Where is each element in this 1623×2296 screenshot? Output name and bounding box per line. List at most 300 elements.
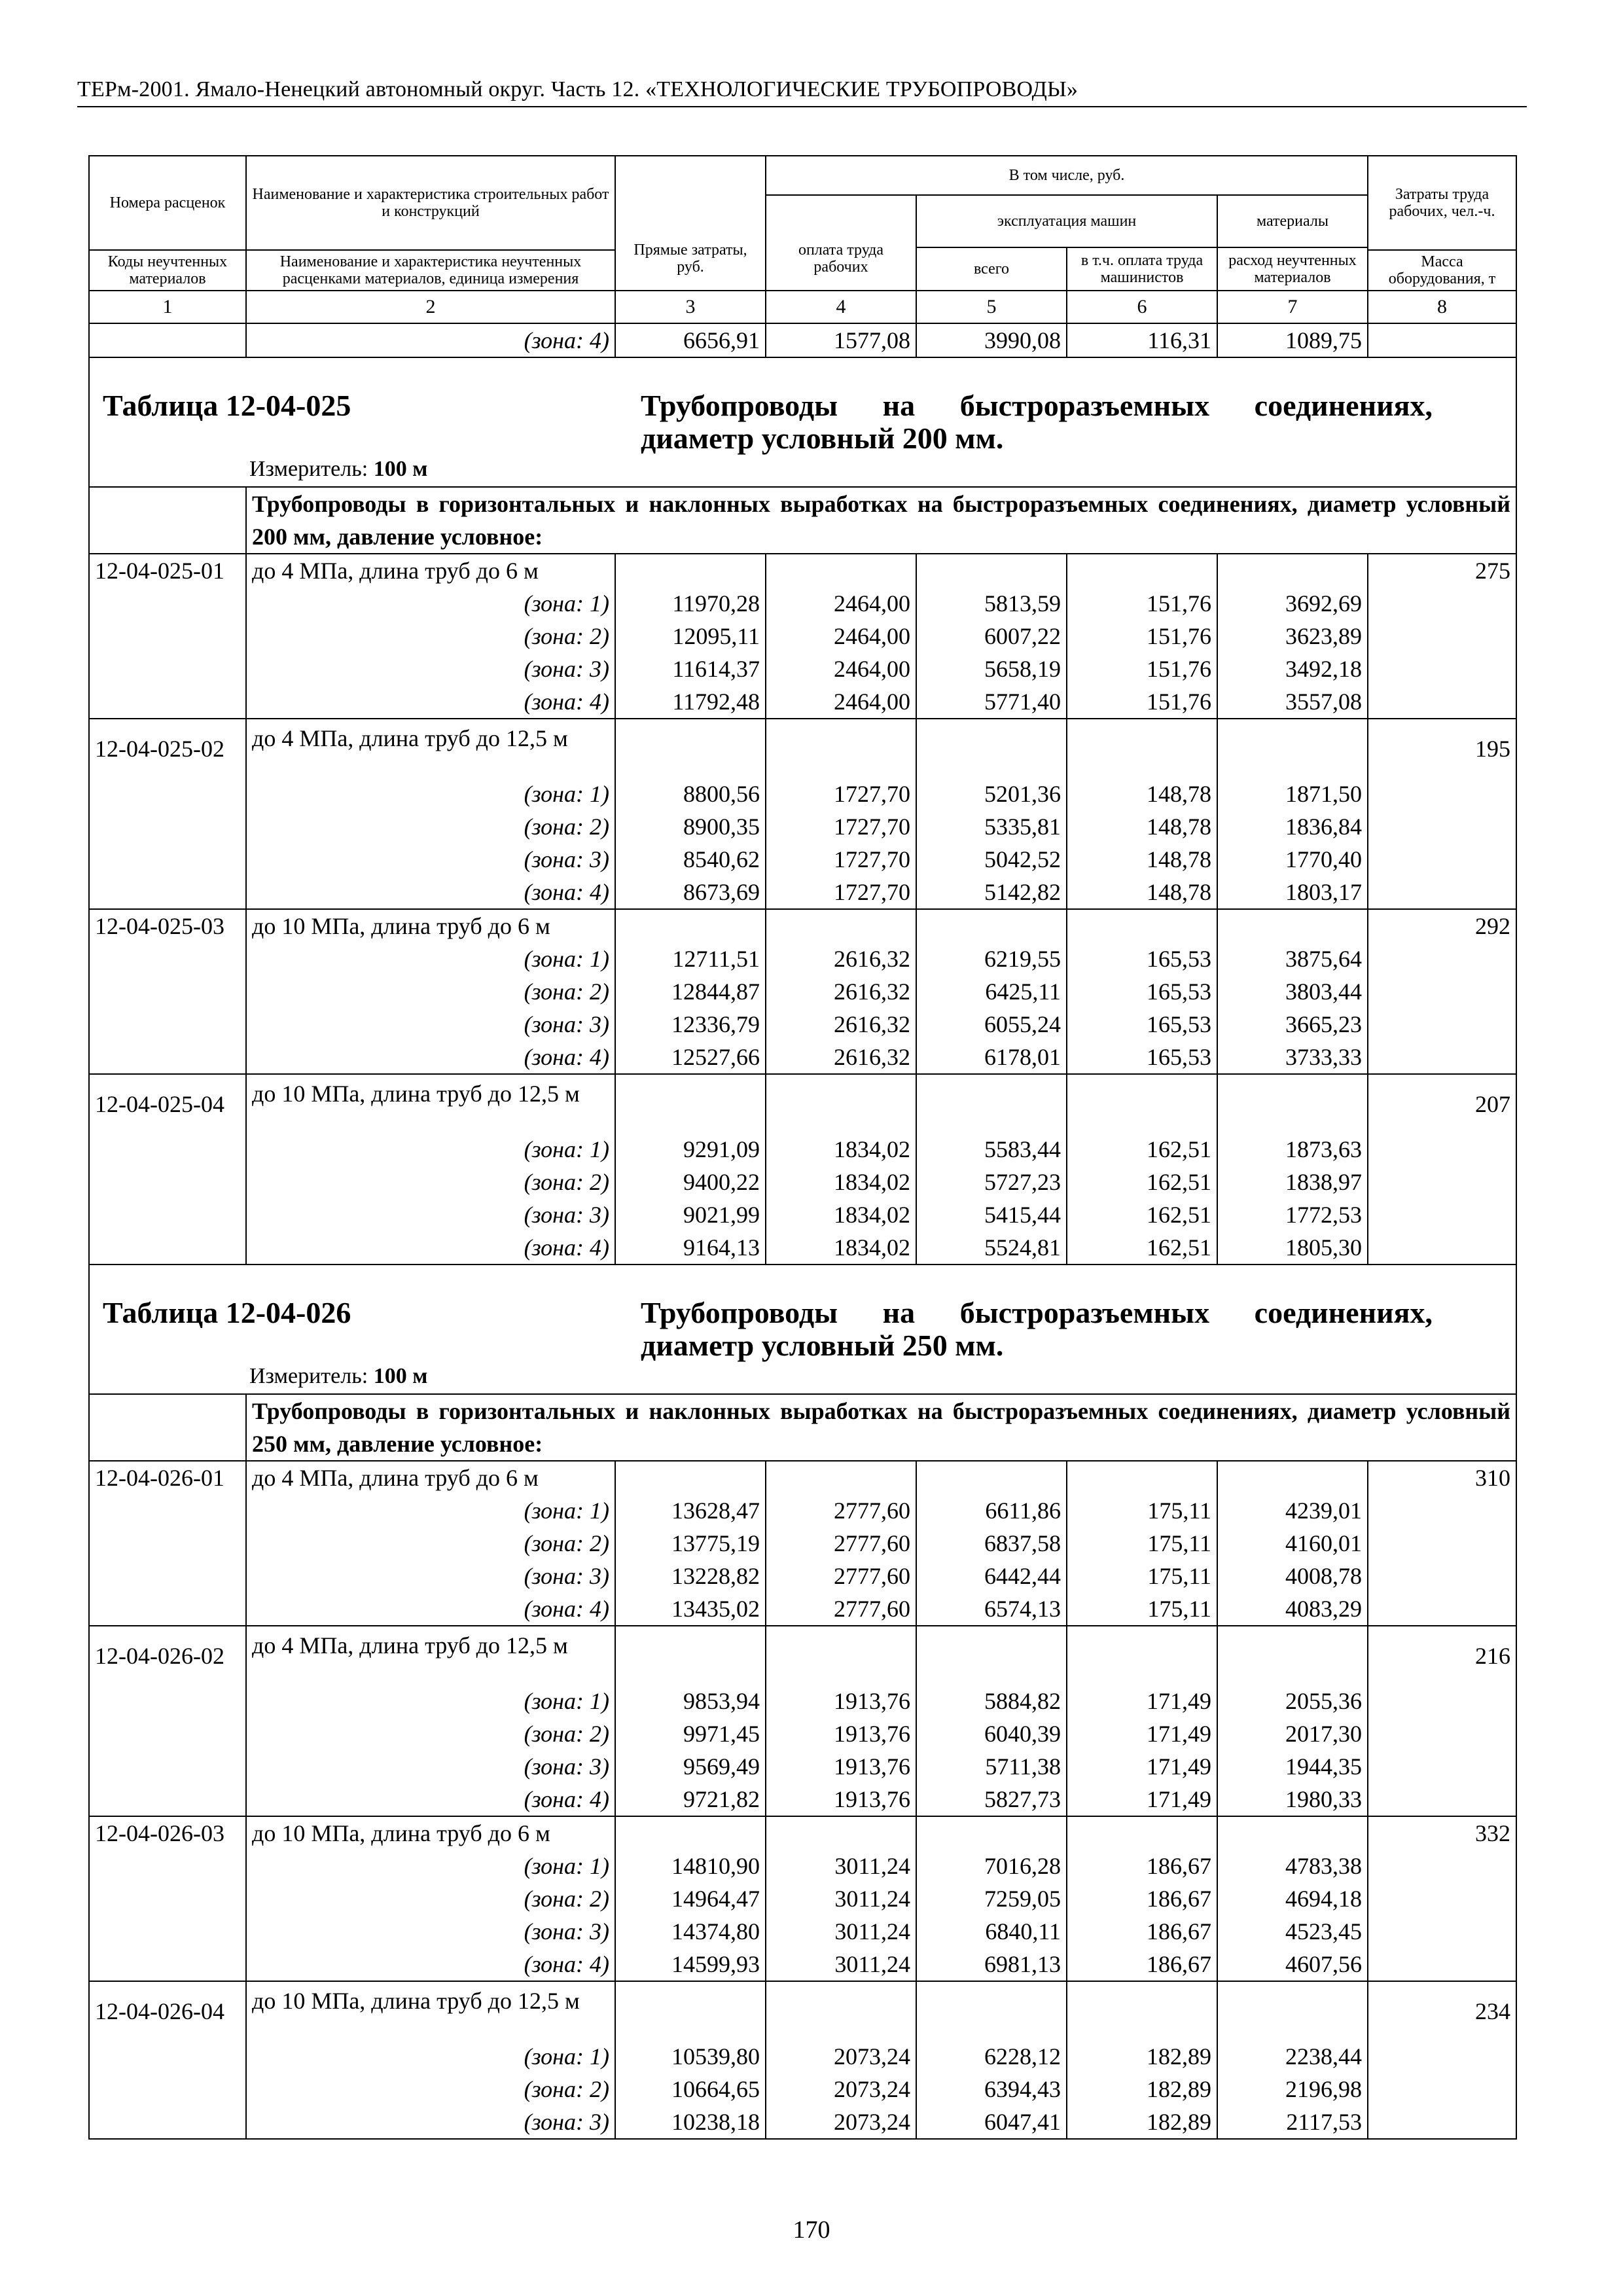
labor-pay-value: 1727,70 xyxy=(766,778,916,810)
machinist-pay-value: 162,51 xyxy=(1067,1231,1217,1265)
labor-pay-value: 2464,00 xyxy=(766,685,916,719)
zone-label: (зона: 4) xyxy=(246,685,615,719)
col-number: 5 xyxy=(916,291,1067,323)
col-header-machines-total: всего xyxy=(916,247,1067,291)
materials-value: 1871,50 xyxy=(1217,778,1368,810)
table-heading-row xyxy=(89,357,1516,487)
direct-costs-value: 10664,65 xyxy=(615,2073,766,2106)
rate-item-row xyxy=(89,719,1516,778)
materials-value: 3875,64 xyxy=(1217,942,1368,975)
materials-value: 4239,01 xyxy=(1217,1494,1368,1527)
measure-value: 100 м xyxy=(373,1364,428,1388)
zone-row xyxy=(89,1527,1516,1560)
labor-cell xyxy=(1368,1783,1516,1816)
col-number: 1 xyxy=(89,291,246,323)
machines-total-value: 5583,44 xyxy=(916,1133,1067,1166)
materials-value: 1836,84 xyxy=(1217,810,1368,843)
labor-pay-value: 2616,32 xyxy=(766,1041,916,1074)
rate-name: до 4 МПа, длина труб до 12,5 м xyxy=(246,1626,615,1685)
header-row-1 xyxy=(89,156,1516,195)
direct-costs-value: 10539,80 xyxy=(615,2040,766,2073)
materials-value: 4523,45 xyxy=(1217,1915,1368,1948)
labor-pay-value: 2073,24 xyxy=(766,2073,916,2106)
carry-over-row xyxy=(89,323,1516,357)
machines-total-value: 6228,12 xyxy=(916,2040,1067,2073)
rate-code: 12-04-025-03 xyxy=(89,909,246,942)
machinist-pay-value: 175,11 xyxy=(1067,1527,1217,1560)
empty-cell xyxy=(615,909,766,942)
labor-cell xyxy=(1368,587,1516,620)
machines-total-value: 5711,38 xyxy=(916,1750,1067,1783)
machines-total-value: 6219,55 xyxy=(916,942,1067,975)
labor-pay-value: 2464,00 xyxy=(766,587,916,620)
direct-costs-value: 12095,11 xyxy=(615,620,766,653)
header-rule xyxy=(77,106,1527,107)
code-cell xyxy=(89,810,246,843)
machinist-pay-value: 148,78 xyxy=(1067,843,1217,876)
section-row xyxy=(89,1394,1516,1461)
materials-value: 4160,01 xyxy=(1217,1527,1368,1560)
code-cell xyxy=(89,876,246,909)
labor-pay-value: 3011,24 xyxy=(766,1915,916,1948)
rate-name: до 10 МПа, длина труб до 6 м xyxy=(246,909,615,942)
code-cell xyxy=(89,620,246,653)
rate-name: до 10 МПа, длина труб до 12,5 м xyxy=(246,1074,615,1133)
labor-cell xyxy=(1368,1717,1516,1750)
labor-pay-value: 2616,32 xyxy=(766,942,916,975)
machinist-pay-value: 186,67 xyxy=(1067,1882,1217,1915)
labor-pay-value: 1913,76 xyxy=(766,1783,916,1816)
col-number: 3 xyxy=(615,291,766,323)
col-number: 7 xyxy=(1217,291,1368,323)
labor-cell xyxy=(1368,2040,1516,2073)
zone-label: (зона: 2) xyxy=(246,2073,615,2106)
machinist-pay-value: 165,53 xyxy=(1067,975,1217,1008)
machinist-pay-value: 175,11 xyxy=(1067,1592,1217,1626)
rate-item-row xyxy=(89,1461,1516,1494)
code-cell xyxy=(89,1915,246,1948)
rate-item-row xyxy=(89,1816,1516,1850)
zone-label: (зона: 4) xyxy=(246,1783,615,1816)
empty-cell xyxy=(916,1626,1067,1685)
zone-row xyxy=(89,1783,1516,1816)
direct-costs-value: 14964,47 xyxy=(615,1882,766,1915)
code-cell xyxy=(89,1166,246,1198)
col-header-work-name: Наименование и характеристика строительных работ и конструкций xyxy=(246,156,615,250)
labor-cell xyxy=(1368,2106,1516,2139)
machinist-pay-value: 151,76 xyxy=(1067,587,1217,620)
direct-costs-value: 12844,87 xyxy=(615,975,766,1008)
empty-cell xyxy=(916,909,1067,942)
table-title: Трубопроводы на быстроразъемных соединениях, диаметр условный 200 мм. xyxy=(641,389,1433,455)
direct-costs-value: 9291,09 xyxy=(615,1133,766,1166)
zone-label: (зона: 2) xyxy=(246,810,615,843)
empty-cell xyxy=(1217,1074,1368,1133)
zone-row xyxy=(89,1008,1516,1041)
zone-row xyxy=(89,810,1516,843)
zone-label: (зона: 1) xyxy=(246,942,615,975)
code-cell xyxy=(89,1494,246,1527)
machinist-pay-value: 186,67 xyxy=(1067,1850,1217,1882)
labor-pay-value: 2616,32 xyxy=(766,975,916,1008)
code-cell xyxy=(89,2073,246,2106)
direct-costs-value: 12336,79 xyxy=(615,1008,766,1041)
machines-total-value: 5727,23 xyxy=(916,1166,1067,1198)
zone-label: (зона: 3) xyxy=(246,653,615,685)
direct-costs-value: 12527,66 xyxy=(615,1041,766,1074)
labor-costs-value: 310 xyxy=(1368,1461,1516,1494)
materials-value: 4008,78 xyxy=(1217,1560,1368,1592)
table-heading xyxy=(89,1265,1516,1394)
direct-costs-value: 9721,82 xyxy=(615,1783,766,1816)
code-cell xyxy=(89,1560,246,1592)
empty-cell xyxy=(615,719,766,778)
zone-row xyxy=(89,1750,1516,1783)
machines-total-value: 6442,44 xyxy=(916,1560,1067,1592)
labor-pay-value: 2464,00 xyxy=(766,653,916,685)
empty-cell xyxy=(766,1461,916,1494)
code-cell xyxy=(89,778,246,810)
code-cell xyxy=(89,1133,246,1166)
labor-pay-value: 2073,24 xyxy=(766,2106,916,2139)
machinist-pay-value: 175,11 xyxy=(1067,1560,1217,1592)
zone-label: (зона: 3) xyxy=(246,1008,615,1041)
direct-costs-value: 9021,99 xyxy=(615,1198,766,1231)
machines-total-value: 3990,08 xyxy=(916,323,1067,357)
materials-value: 2117,53 xyxy=(1217,2106,1368,2139)
direct-costs-value: 13628,47 xyxy=(615,1494,766,1527)
empty-cell xyxy=(1067,1461,1217,1494)
machinist-pay-value: 151,76 xyxy=(1067,685,1217,719)
labor-cell xyxy=(1368,653,1516,685)
code-cell xyxy=(89,323,246,357)
zone-row xyxy=(89,685,1516,719)
table-heading-block xyxy=(90,1265,1516,1393)
labor-pay-value: 2777,60 xyxy=(766,1494,916,1527)
machines-total-value: 5524,81 xyxy=(916,1231,1067,1265)
empty-cell xyxy=(615,1074,766,1133)
labor-pay-value: 1727,70 xyxy=(766,843,916,876)
empty-cell xyxy=(916,1074,1067,1133)
machines-total-value: 6055,24 xyxy=(916,1008,1067,1041)
code-cell xyxy=(89,2106,246,2139)
empty-cell xyxy=(766,1626,916,1685)
zone-label: (зона: 2) xyxy=(246,1527,615,1560)
labor-cell xyxy=(1368,942,1516,975)
zone-label: (зона: 3) xyxy=(246,843,615,876)
machinist-pay-value: 148,78 xyxy=(1067,810,1217,843)
labor-cell xyxy=(1368,1527,1516,1560)
code-cell xyxy=(89,1717,246,1750)
labor-cell xyxy=(1368,2073,1516,2106)
labor-pay-value: 2777,60 xyxy=(766,1560,916,1592)
empty-cell xyxy=(1067,1626,1217,1685)
empty-cell xyxy=(766,719,916,778)
col-header-labor-pay: оплата труда рабочих xyxy=(766,195,916,291)
labor-pay-value: 1577,08 xyxy=(766,323,916,357)
zone-row xyxy=(89,2073,1516,2106)
zone-row xyxy=(89,2106,1516,2139)
labor-cell xyxy=(1368,1008,1516,1041)
zone-row xyxy=(89,1198,1516,1231)
table-heading-block xyxy=(90,358,1516,486)
col-header-rate-number: Номера расценок xyxy=(89,156,246,250)
rate-code: 12-04-026-04 xyxy=(89,1981,246,2040)
empty-cell xyxy=(766,909,916,942)
col-header-machinist-pay: в т.ч. оплата труда машинистов xyxy=(1067,247,1217,291)
direct-costs-value: 14374,80 xyxy=(615,1915,766,1948)
labor-pay-value: 1834,02 xyxy=(766,1198,916,1231)
machinist-pay-value: 182,89 xyxy=(1067,2073,1217,2106)
machines-total-value: 6981,13 xyxy=(916,1948,1067,1981)
empty-cell xyxy=(1217,1981,1368,2040)
machines-total-value: 6611,86 xyxy=(916,1494,1067,1527)
rate-code: 12-04-026-01 xyxy=(89,1461,246,1494)
table-number: Таблица 12-04-025 xyxy=(103,389,351,422)
machinist-pay-value: 162,51 xyxy=(1067,1133,1217,1166)
code-cell xyxy=(89,975,246,1008)
materials-value: 1980,33 xyxy=(1217,1783,1368,1816)
labor-cell xyxy=(1368,620,1516,653)
labor-cell xyxy=(1368,1133,1516,1166)
col-header-material-names: Наименование и характеристика неучтенных расценками материалов, единица измерения xyxy=(246,250,615,291)
zone-label: (зона: 1) xyxy=(246,2040,615,2073)
machines-total-value: 6840,11 xyxy=(916,1915,1067,1948)
labor-cell xyxy=(1368,1560,1516,1592)
machinist-pay-value: 148,78 xyxy=(1067,778,1217,810)
machinist-pay-value: 186,67 xyxy=(1067,1948,1217,1981)
empty-cell xyxy=(1067,1074,1217,1133)
materials-value: 4083,29 xyxy=(1217,1592,1368,1626)
materials-value: 4783,38 xyxy=(1217,1850,1368,1882)
direct-costs-value: 9569,49 xyxy=(615,1750,766,1783)
code-cell xyxy=(89,2040,246,2073)
machines-total-value: 6007,22 xyxy=(916,620,1067,653)
machines-total-value: 5142,82 xyxy=(916,876,1067,909)
machinist-pay-value: 162,51 xyxy=(1067,1198,1217,1231)
labor-cell xyxy=(1368,1592,1516,1626)
machines-total-value: 5201,36 xyxy=(916,778,1067,810)
zone-row xyxy=(89,975,1516,1008)
zone-row xyxy=(89,778,1516,810)
labor-pay-value: 1913,76 xyxy=(766,1685,916,1717)
rate-name: до 4 МПа, длина труб до 12,5 м xyxy=(246,719,615,778)
machinist-pay-value: 165,53 xyxy=(1067,1041,1217,1074)
empty-cell xyxy=(766,1816,916,1850)
zone-label: (зона: 1) xyxy=(246,1133,615,1166)
labor-pay-value: 1913,76 xyxy=(766,1717,916,1750)
labor-cell xyxy=(1368,778,1516,810)
zone-row xyxy=(89,1948,1516,1981)
materials-value: 1838,97 xyxy=(1217,1166,1368,1198)
materials-value: 1089,75 xyxy=(1217,323,1368,357)
direct-costs-value: 6656,91 xyxy=(615,323,766,357)
materials-value: 2017,30 xyxy=(1217,1717,1368,1750)
labor-costs-value: 332 xyxy=(1368,1816,1516,1850)
zone-label: (зона: 4) xyxy=(246,1592,615,1626)
machines-total-value: 6047,41 xyxy=(916,2106,1067,2139)
rate-item-row xyxy=(89,554,1516,587)
labor-pay-value: 1727,70 xyxy=(766,876,916,909)
labor-costs-value: 275 xyxy=(1368,554,1516,587)
rate-item-row xyxy=(89,1981,1516,2040)
zone-label: (зона: 3) xyxy=(246,1915,615,1948)
zone-label: (зона: 1) xyxy=(246,1850,615,1882)
direct-costs-value: 8540,62 xyxy=(615,843,766,876)
labor-cell xyxy=(1368,323,1516,357)
materials-value: 1944,35 xyxy=(1217,1750,1368,1783)
zone-row xyxy=(89,1560,1516,1592)
direct-costs-value: 11970,28 xyxy=(615,587,766,620)
machinist-pay-value: 182,89 xyxy=(1067,2106,1217,2139)
labor-pay-value: 2777,60 xyxy=(766,1527,916,1560)
machines-total-value: 6837,58 xyxy=(916,1527,1067,1560)
empty-cell xyxy=(766,554,916,587)
direct-costs-value: 10238,18 xyxy=(615,2106,766,2139)
machines-total-value: 5042,52 xyxy=(916,843,1067,876)
zone-label: (зона: 4) xyxy=(246,1231,615,1265)
labor-costs-value: 234 xyxy=(1368,1981,1516,2040)
labor-cell xyxy=(1368,685,1516,719)
machinist-pay-value: 171,49 xyxy=(1067,1750,1217,1783)
empty-cell xyxy=(916,1981,1067,2040)
zone-row xyxy=(89,942,1516,975)
materials-value: 2055,36 xyxy=(1217,1685,1368,1717)
code-cell xyxy=(89,1231,246,1265)
labor-cell xyxy=(1368,1198,1516,1231)
code-cell xyxy=(89,1198,246,1231)
materials-value: 3492,18 xyxy=(1217,653,1368,685)
materials-value: 3623,89 xyxy=(1217,620,1368,653)
code-cell xyxy=(89,685,246,719)
zone-row xyxy=(89,1231,1516,1265)
labor-cell xyxy=(1368,1685,1516,1717)
labor-cell xyxy=(1368,1041,1516,1074)
materials-value: 1805,30 xyxy=(1217,1231,1368,1265)
code-cell xyxy=(89,1783,246,1816)
page-number: 170 xyxy=(793,2216,830,2244)
zone-label: (зона: 1) xyxy=(246,1685,615,1717)
labor-costs-value: 292 xyxy=(1368,909,1516,942)
machinist-pay-value: 182,89 xyxy=(1067,2040,1217,2073)
labor-cell xyxy=(1368,1750,1516,1783)
zone-label: (зона: 3) xyxy=(246,1560,615,1592)
direct-costs-value: 8900,35 xyxy=(615,810,766,843)
section-cell-empty xyxy=(89,1394,246,1461)
labor-pay-value: 2616,32 xyxy=(766,1008,916,1041)
code-cell xyxy=(89,1685,246,1717)
col-header-material-codes: Коды неучтенных материалов xyxy=(89,250,246,291)
code-cell xyxy=(89,653,246,685)
labor-cell xyxy=(1368,810,1516,843)
zone-row xyxy=(89,1717,1516,1750)
empty-cell xyxy=(1217,1816,1368,1850)
zone-label: (зона: 3) xyxy=(246,1198,615,1231)
labor-pay-value: 2464,00 xyxy=(766,620,916,653)
zone-label: (зона: 4) xyxy=(246,323,615,357)
machines-total-value: 6040,39 xyxy=(916,1717,1067,1750)
col-header-including: В том числе, руб. xyxy=(766,156,1368,195)
machinist-pay-value: 148,78 xyxy=(1067,876,1217,909)
section-cell-empty xyxy=(89,487,246,554)
code-cell xyxy=(89,1592,246,1626)
labor-pay-value: 3011,24 xyxy=(766,1882,916,1915)
materials-value: 4694,18 xyxy=(1217,1882,1368,1915)
empty-cell xyxy=(1067,1816,1217,1850)
labor-cell xyxy=(1368,1166,1516,1198)
rate-name: до 4 МПа, длина труб до 6 м xyxy=(246,1461,615,1494)
zone-row xyxy=(89,1041,1516,1074)
labor-cell xyxy=(1368,1494,1516,1527)
labor-pay-value: 2073,24 xyxy=(766,2040,916,2073)
direct-costs-value: 13435,02 xyxy=(615,1592,766,1626)
machines-total-value: 5884,82 xyxy=(916,1685,1067,1717)
zone-label: (зона: 2) xyxy=(246,1717,615,1750)
col-number: 6 xyxy=(1067,291,1217,323)
labor-cell xyxy=(1368,876,1516,909)
labor-pay-value: 1727,70 xyxy=(766,810,916,843)
materials-value: 1770,40 xyxy=(1217,843,1368,876)
rate-item-row xyxy=(89,1626,1516,1685)
materials-value: 1772,53 xyxy=(1217,1198,1368,1231)
zone-row xyxy=(89,1915,1516,1948)
empty-cell xyxy=(615,1461,766,1494)
machinist-pay-value: 171,49 xyxy=(1067,1685,1217,1717)
direct-costs-value: 8673,69 xyxy=(615,876,766,909)
direct-costs-value: 9400,22 xyxy=(615,1166,766,1198)
code-cell xyxy=(89,1850,246,1882)
zone-label: (зона: 3) xyxy=(246,1750,615,1783)
col-header-direct-costs: Прямые затраты, руб. xyxy=(615,156,766,291)
empty-cell xyxy=(615,1816,766,1850)
machines-total-value: 6394,43 xyxy=(916,2073,1067,2106)
code-cell xyxy=(89,942,246,975)
machinist-pay-value: 165,53 xyxy=(1067,1008,1217,1041)
materials-value: 2238,44 xyxy=(1217,2040,1368,2073)
zone-label: (зона: 1) xyxy=(246,587,615,620)
col-number: 8 xyxy=(1368,291,1516,323)
direct-costs-value: 13228,82 xyxy=(615,1560,766,1592)
rate-name: до 10 МПа, длина труб до 12,5 м xyxy=(246,1981,615,2040)
table-body xyxy=(89,156,1516,2139)
zone-row xyxy=(89,1850,1516,1882)
labor-cell xyxy=(1368,1915,1516,1948)
zone-row xyxy=(89,1133,1516,1166)
measure-label: Измеритель: xyxy=(249,457,368,481)
zone-label: (зона: 2) xyxy=(246,1882,615,1915)
zone-row xyxy=(89,1882,1516,1915)
empty-cell xyxy=(615,554,766,587)
labor-pay-value: 1834,02 xyxy=(766,1231,916,1265)
labor-costs-value: 207 xyxy=(1368,1074,1516,1133)
machines-total-value: 7016,28 xyxy=(916,1850,1067,1882)
machines-total-value: 5813,59 xyxy=(916,587,1067,620)
zone-label: (зона: 3) xyxy=(246,2106,615,2139)
rate-code: 12-04-026-03 xyxy=(89,1816,246,1850)
empty-cell xyxy=(1067,1981,1217,2040)
empty-cell xyxy=(916,719,1067,778)
measure-value: 100 м xyxy=(373,457,428,481)
machinist-pay-value: 116,31 xyxy=(1067,323,1217,357)
rate-code: 12-04-026-02 xyxy=(89,1626,246,1685)
section-title: Трубопроводы в горизонтальных и наклонных выработках на быстроразъемных соединениях, диаметр условный 200 мм, давление условное: xyxy=(246,487,1516,554)
zone-label: (зона: 2) xyxy=(246,975,615,1008)
zone-label: (зона: 2) xyxy=(246,1166,615,1198)
machines-total-value: 5771,40 xyxy=(916,685,1067,719)
code-cell xyxy=(89,587,246,620)
empty-cell xyxy=(1217,554,1368,587)
materials-value: 3557,08 xyxy=(1217,685,1368,719)
